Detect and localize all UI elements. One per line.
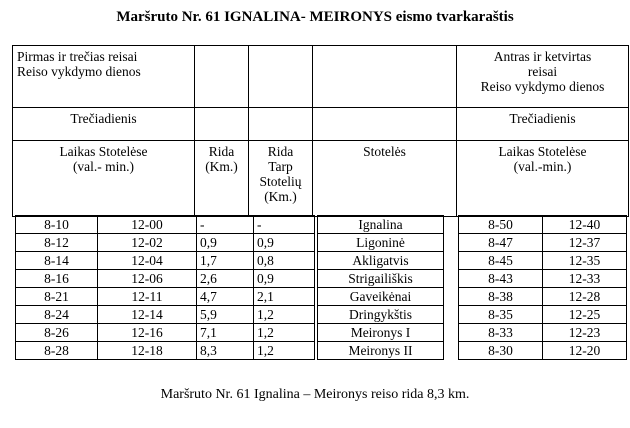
- table-row: [16, 342, 315, 360]
- departure-time-first: 8-12: [16, 234, 98, 252]
- route-distance-note: Maršruto Nr. 61 Ignalina – Meironys reiso rida 8,3 km.: [160, 387, 470, 402]
- distance-header: Rida (Km.): [195, 141, 249, 217]
- distance-between-stops-header: Rida Tarp Stotelių (Km.): [249, 141, 313, 217]
- stop-name: Meironys I: [318, 324, 444, 342]
- departure-time-fourth: 12-25: [543, 306, 627, 324]
- page-title: Maršruto Nr. 61 IGNALINA- MEIRONYS eismo tvarkaraštis: [116, 9, 514, 25]
- timetable-header: [12, 45, 629, 217]
- table-row: [459, 252, 627, 270]
- distance-cell: 8,3: [197, 342, 254, 360]
- departure-time-fourth: 12-35: [543, 252, 627, 270]
- table-row: [318, 234, 444, 252]
- outbound-schedule-table: [15, 215, 315, 360]
- departure-time-third: 12-16: [98, 324, 197, 342]
- departure-time-fourth: 12-23: [543, 324, 627, 342]
- empty-cell: [249, 46, 313, 108]
- empty-cell: [195, 108, 249, 141]
- table-row: [459, 234, 627, 252]
- departure-time-second: 8-35: [459, 306, 543, 324]
- distance-cell: 4,7: [197, 288, 254, 306]
- left-times-header: Laikas Stotelėse (val.- min.): [13, 141, 195, 217]
- departure-time-second: 8-33: [459, 324, 543, 342]
- departure-time-first: 8-26: [16, 324, 98, 342]
- table-row: [16, 270, 315, 288]
- table-row: [318, 288, 444, 306]
- table-row: [16, 234, 315, 252]
- stop-name: Strigailiškis: [318, 270, 444, 288]
- stop-name: Gaveikėnai: [318, 288, 444, 306]
- empty-cell: [249, 108, 313, 141]
- departure-time-third: 12-14: [98, 306, 197, 324]
- table-row: [318, 306, 444, 324]
- departure-time-second: 8-50: [459, 216, 543, 234]
- right-day-cell: Trečiadienis: [457, 108, 629, 141]
- departure-time-second: 8-43: [459, 270, 543, 288]
- departure-time-first: 8-16: [16, 270, 98, 288]
- stops-header: Stotelės: [313, 141, 457, 217]
- table-row: [16, 306, 315, 324]
- table-row: [459, 342, 627, 360]
- stop-name: Meironys II: [318, 342, 444, 360]
- table-row: [459, 216, 627, 234]
- departure-time-first: 8-14: [16, 252, 98, 270]
- departure-time-first: 8-28: [16, 342, 98, 360]
- distance-between-cell: 2,1: [254, 288, 315, 306]
- distance-cell: -: [197, 216, 254, 234]
- departure-time-second: 8-47: [459, 234, 543, 252]
- empty-cell: [313, 108, 457, 141]
- departure-time-first: 8-24: [16, 306, 98, 324]
- right-times-header: Laikas Stotelėse (val.-min.): [457, 141, 629, 217]
- departure-time-fourth: 12-37: [543, 234, 627, 252]
- table-row: [318, 252, 444, 270]
- departure-time-second: 8-30: [459, 342, 543, 360]
- distance-between-cell: -: [254, 216, 315, 234]
- left-day-cell: Trečiadienis: [13, 108, 195, 141]
- departure-time-third: 12-06: [98, 270, 197, 288]
- table-row: [318, 270, 444, 288]
- table-row: [318, 216, 444, 234]
- departure-time-third: 12-18: [98, 342, 197, 360]
- distance-between-cell: 0,9: [254, 234, 315, 252]
- table-row: [16, 324, 315, 342]
- departure-time-first: 8-21: [16, 288, 98, 306]
- distance-cell: 7,1: [197, 324, 254, 342]
- distance-cell: 0,9: [197, 234, 254, 252]
- distance-between-cell: 1,2: [254, 306, 315, 324]
- departure-time-third: 12-00: [98, 216, 197, 234]
- table-row: [318, 342, 444, 360]
- departure-time-fourth: 12-20: [543, 342, 627, 360]
- departure-time-second: 8-38: [459, 288, 543, 306]
- departure-time-fourth: 12-33: [543, 270, 627, 288]
- table-row: [459, 270, 627, 288]
- departure-time-third: 12-02: [98, 234, 197, 252]
- departure-time-fourth: 12-28: [543, 288, 627, 306]
- departure-time-third: 12-11: [98, 288, 197, 306]
- distance-between-cell: 0,8: [254, 252, 315, 270]
- distance-cell: 5,9: [197, 306, 254, 324]
- distance-between-cell: 0,9: [254, 270, 315, 288]
- left-service-days-cell: Pirmas ir trečias reisai Reiso vykdymo dienos: [13, 46, 195, 108]
- distance-cell: 2,6: [197, 270, 254, 288]
- departure-time-second: 8-45: [459, 252, 543, 270]
- departure-time-first: 8-10: [16, 216, 98, 234]
- distance-between-cell: 1,2: [254, 342, 315, 360]
- table-row: [459, 288, 627, 306]
- empty-cell: [313, 46, 457, 108]
- table-row: [16, 288, 315, 306]
- stop-name: Ligoninė: [318, 234, 444, 252]
- stop-name: Ignalina: [318, 216, 444, 234]
- empty-cell: [195, 46, 249, 108]
- table-row: [16, 216, 315, 234]
- departure-time-third: 12-04: [98, 252, 197, 270]
- departure-time-fourth: 12-40: [543, 216, 627, 234]
- right-service-days-cell: Antras ir ketvirtas reisai Reiso vykdymo dienos: [457, 46, 629, 108]
- distance-cell: 1,7: [197, 252, 254, 270]
- table-row: [459, 324, 627, 342]
- stops-table: [317, 215, 444, 360]
- stop-name: Akligatvis: [318, 252, 444, 270]
- table-row: [459, 306, 627, 324]
- return-schedule-table: [458, 215, 627, 360]
- table-row: [318, 324, 444, 342]
- distance-between-cell: 1,2: [254, 324, 315, 342]
- stop-name: Dringykštis: [318, 306, 444, 324]
- table-row: [16, 252, 315, 270]
